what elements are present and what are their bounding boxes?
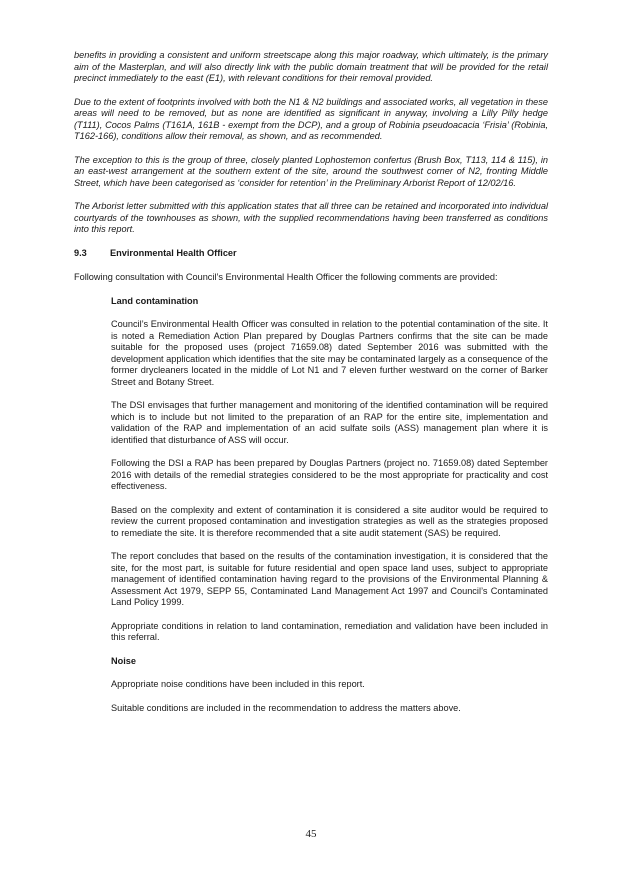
land-paragraph: Appropriate conditions in relation to land contamination, remediation and validation have been included in this referral. <box>111 620 548 642</box>
land-paragraph: Following the DSI a RAP has been prepared by Douglas Partners (project no. 71659.08) dated September 2016 with details of the remedial strategies considered to be the most appropriate for practicality and cost effectiveness. <box>111 458 548 491</box>
arborist-paragraph: The Arborist letter submitted with this application states that all three can be retained and incorporated into individual courtyards of the townhouses as shown, with the supplied recommendations having been transferred as conditions into this report. <box>74 201 548 234</box>
land-paragraph: The DSI envisages that further management and monitoring of the identified contamination will be required which is to include but not limited to the preparation of an RAP for the entire site, implementation and validation of the RAP and implementation of an acid sulfate soils (ASS) management plan where it is identified that disturbance of ASS will occur. <box>111 400 548 445</box>
section-title: Environmental Health Officer <box>110 247 237 258</box>
land-contamination-heading: Land contamination <box>111 295 199 306</box>
noise-paragraph: Suitable conditions are included in the recommendation to address the matters above. <box>111 702 461 713</box>
arborist-paragraph: Due to the extent of footprints involved with both the N1 & N2 buildings and associated works, all vegetation in these areas will need to be removed, but as none are identified as significant in anyway, involving a Lilly Pilly hedge (T111), Cocos Palms (T161A, 161B - exempt from the DCP), and a group of Robinia pseudoacacia ‘Frisia’ (Robinia, T162-166), conditions allow their removal, as shown, and as recommended. <box>74 96 548 141</box>
land-paragraph: Based on the complexity and extent of contamination it is considered a site auditor would be required to review the current proposed contamination and investigation strategies as well as the strategies proposed to remediate the site. It is therefore recommended that a site audit statement (SAS) be required. <box>111 504 548 538</box>
noise-paragraph: Appropriate noise conditions have been included in this report. <box>111 679 365 689</box>
section-heading <box>74 248 548 260</box>
ehо-comments <box>111 296 548 715</box>
noise-heading: Noise <box>111 655 137 666</box>
land-paragraph: The report concludes that based on the results of the contamination investigation, it is considered that the site, for the most part, is suitable for future residential and open space land uses, subject to appropriate management of identified contamination having regard to the provisions of the Environmental Planning & Assessment Act 1979, SEPP 55, Contaminated Land Management Act 1997 and Council’s Contaminated Land Policy 1999. <box>111 551 548 607</box>
arborist-paragraph: benefits in providing a consistent and uniform streetscape along this major roadway, which ultimately, is the primary aim of the Masterplan, and will also directly link with the public domain treatment that will be provided for the retail precinct immediately to the east (E1), with relevant conditions for their removal provided. <box>74 50 548 83</box>
page-number: 45 <box>305 828 317 840</box>
section-intro: Following consultation with Council’s Environmental Health Officer the following comments are provided: <box>74 272 498 282</box>
page-body <box>74 50 548 726</box>
land-paragraph: Council’s Environmental Health Officer was consulted in relation to the potential contamination of the site. It is noted a Remediation Action Plan prepared by Douglas Partners confirms that the site can be made suitable for the proposed uses (project 71659.08) dated September 2016 was submitted with the development application which identifies that the site may be contaminated largely as a consequence of the former drycleaners located in the middle of Lot N1 and 7 eleven further westward on the corner of Barker Street and Botany Street. <box>111 319 548 387</box>
section-number: 9.3 <box>74 247 87 258</box>
arborist-paragraph: The exception to this is the group of three, closely planted Lophostemon confertus (Brush Box, T113, 114 & 115), in an east-west arrangement at the southern extent of the site, around the southwest corner of N2, fronting Middle Street, which have been categorised as ‘consider for retention’ in the Preliminary Arborist Report of 12/02/16. <box>74 154 548 188</box>
